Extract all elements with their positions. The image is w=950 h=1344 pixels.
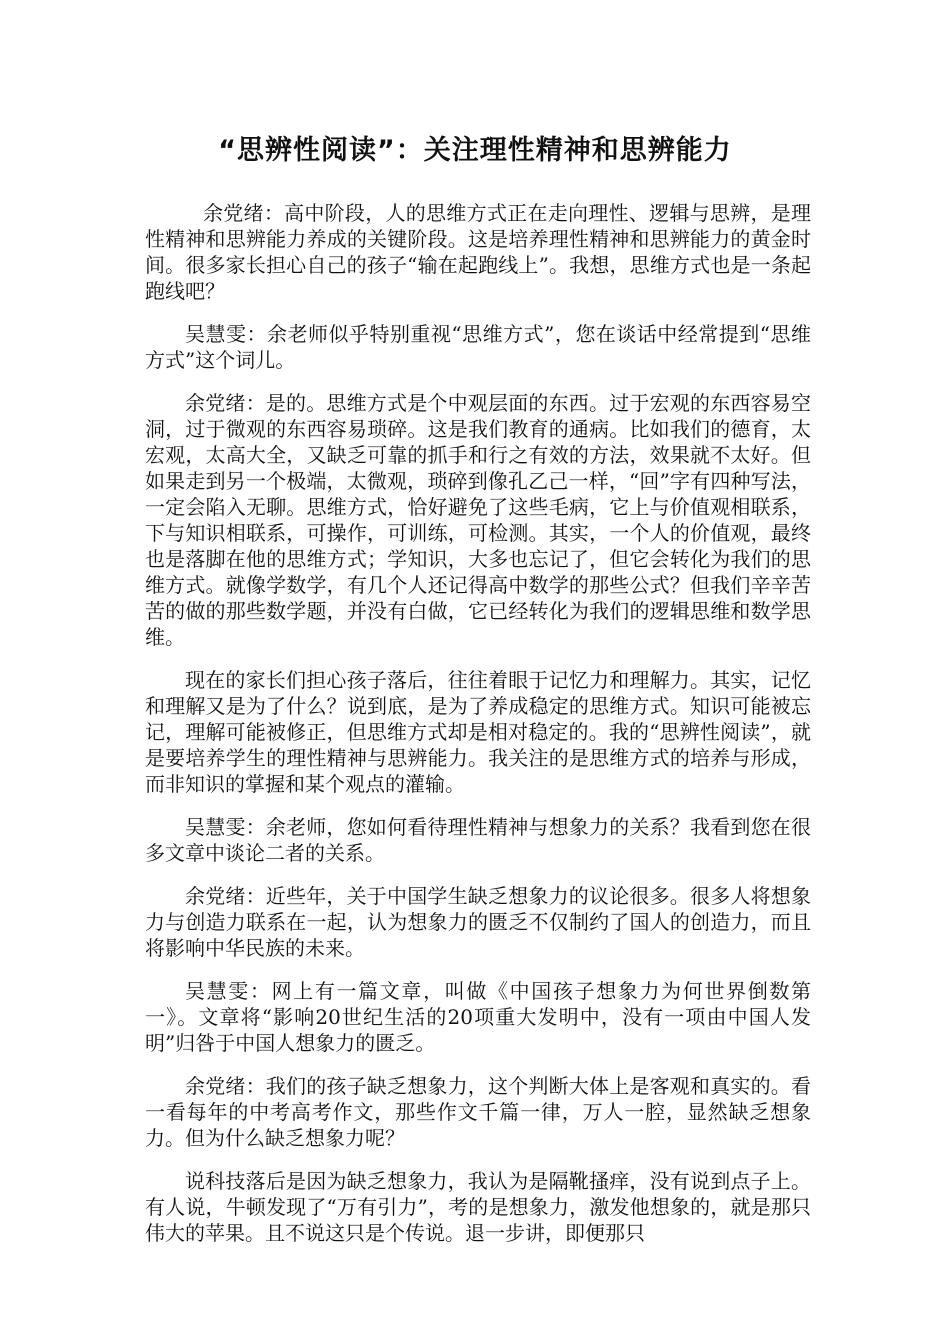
paragraph: 现在的家长们担心孩子落后，往往着眼于记忆力和理解力。其实，记忆和理解又是为了什么？说到底，是为了养成稳定的思维方式。知识可能被忘记，理解可能被修正，但思维方式却是相对稳定的。我的“思辨性阅读”，就是要培养学生的理性精神与思辨能力。我关注的是思维方式的培养与形成，而非知识的掌握和某个观点的灌输。 — [145, 668, 811, 796]
paragraph: 余党绪：是的。思维方式是个中观层面的东西。过于宏观的东西容易空洞，过于微观的东西容易琐碎。这是我们教育的通病。比如我们的德育，太宏观，太高大全，又缺乏可靠的抓手和行之有效的方法，效果就不太好。但如果走到另一个极端，太微观，琐碎到像孔乙己一样，“回”字有四种写法，一定会陷入无聊。思维方式，恰好避免了这些毛病，它上与价值观相联系，下与知识相联系，可操作，可训练，可检测。其实，一个人的价值观，最终也是落脚在他的思维方式；学知识，大多也忘记了，但它会转化为我们的思维方式。就像学数学，有几个人还记得高中数学的那些公式？但我们辛辛苦苦的做的那些数学题，并没有白做，它已经转化为我们的逻辑思维和数学思维。 — [145, 391, 811, 649]
paragraph: 余党绪：高中阶段，人的思维方式正在走向理性、逻辑与思辨，是理性精神和思辨能力养成的关键阶段。这是培养理性精神和思辨能力的黄金时间。很多家长担心自己的孩子“输在起跑线上”。我想，思维方式也是一条起跑线吧？ — [145, 201, 811, 303]
paragraph: 吴慧雯：余老师，您如何看待理性精神与想象力的关系？我看到您在很多文章中谈论二者的关系。 — [145, 815, 811, 865]
paragraph: 余党绪：近些年，关于中国学生缺乏想象力的议论很多。很多人将想象力与创造力联系在一起，认为想象力的匮乏不仅制约了国人的创造力，而且将影响中华民族的未来。 — [145, 884, 811, 960]
document-body — [145, 200, 811, 1263]
paragraph: 余党绪：我们的孩子缺乏想象力，这个判断大体上是客观和真实的。看一看每年的中考高考作文，那些作文千篇一律，万人一腔，显然缺乏想象力。但为什么缺乏想象力呢？ — [145, 1074, 811, 1150]
paragraph: 说科技落后是因为缺乏想象力，我认为是隔靴搔痒，没有说到点子上。有人说，牛顿发现了“万有引力”，考的是想象力，激发他想象的，就是那只伟大的苹果。且不说这只是个传说。退一步讲，即便那只 — [145, 1169, 811, 1245]
paragraph: 吴慧雯：余老师似乎特别重视“思维方式”，您在谈话中经常提到“思维方式”这个词儿。 — [145, 322, 811, 372]
document-title: “思辨性阅读”：关注理性精神和思辨能力 — [218, 135, 732, 166]
paragraph: 吴慧雯：网上有一篇文章，叫做《中国孩子想象力为何世界倒数第一》。文章将“影响20世纪生活的20项重大发明中，没有一项由中国人发明”归咎于中国人想象力的匮乏。 — [145, 979, 811, 1055]
